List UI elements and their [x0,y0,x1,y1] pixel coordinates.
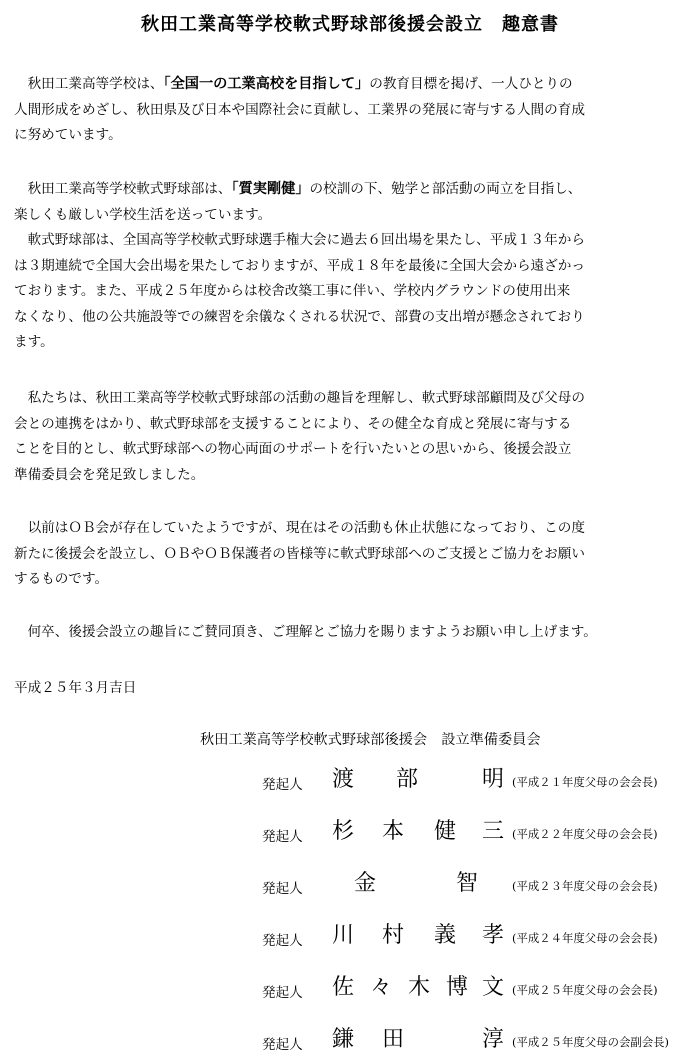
line: 私たちは、秋田工業高等学校軟式野球部の活動の趣旨を理解し、軟式野球部顧問及び父母の [14,390,585,406]
signatory-role: 発起人 [262,881,303,897]
signatory-name-char: 文 [482,975,505,1000]
signatory-name-char: 々 [370,975,393,1000]
line: 準備委員会を発足致しました。 [14,466,205,483]
document-title: 秋田工業高等学校軟式野球部後援会設立 趣意書 [141,14,559,35]
signatory-name-char: 杉 [332,819,355,844]
signatory-name-char: 村 [382,923,405,948]
signatory-role: 発起人 [262,933,303,949]
paragraph-ob-association [14,516,690,593]
school-motto-emphasis: 「質実剛健」 [231,181,310,197]
signatory-name-char: 部 [396,767,419,792]
signatory-name-char: 田 [382,1027,405,1052]
signatory-name-char: 博 [446,975,469,1000]
document-date: 平成２５年３月吉日 [14,680,137,696]
signatory-row [262,1024,692,1058]
signatory-role: 発起人 [262,829,303,845]
signatory-note: (平成２４年度父母の会会長) [512,931,658,945]
line: 何卒、後援会設立の趣旨にご賛同頂き、ご理解とご協力を賜りますようお願い申し上げます。 [14,624,597,640]
paragraph-mission [14,72,690,149]
signatory-name-char: 三 [482,819,505,844]
line: 秋田工業高等学校は、「全国一の工業高校を目指して」の教育目標を掲げ、一人ひとりの [14,76,573,92]
line: なくなり、他の公共施設等での練習を余儀なくされる状況で、部費の支出増が懸念されており [14,308,585,325]
signatory-name-char: 義 [434,923,457,948]
committee-name: 秋田工業高等学校軟式野球部後援会 設立準備委員会 [200,732,541,748]
signatory-note: (平成２５年度父母の会会長) [512,983,658,997]
line: 新たに後援会を設立し、ＯＢやＯＢ保護者の皆様等に軟式野球部へのご支援とご協力をお願い [14,545,585,562]
signatory-name-char: 孝 [482,923,505,948]
signatory-name-char: 健 [434,819,457,844]
signatory-note: (平成２２年度父母の会会長) [512,827,658,841]
line: するものです。 [14,571,109,587]
signatory-row [262,868,692,902]
line: ております。また、平成２５年度からは校舎改築工事に伴い、学校内グラウンドの使用出来 [14,283,571,299]
line: 会との連携をはかり、軟式野球部を支援することにより、その健全な育成と発展に寄与する [14,415,572,432]
line: 秋田工業高等学校軟式野球部は、「質実剛健」の校訓の下、勉学と部活動の両立を目指し、 [14,181,582,197]
paragraph-purpose [14,386,690,488]
signatory-note: (平成２５年度父母の会副会長) [512,1035,669,1049]
signatory-note: (平成２３年度父母の会会長) [512,879,658,893]
signatory-name-char: 渡 [332,767,355,792]
line: 人間形成をめざし、秋田県及び日本や国際社会に貢献し、工業界の発展に寄与する人間の育成 [14,101,585,118]
signatory-row [262,972,692,1006]
school-goal-emphasis: 「全国一の工業高校を目指して」 [163,76,370,92]
line: は３期連続で全国大会出場を果たしておりますが、平成１８年を最後に全国大会から遠ざかっ [14,257,585,274]
signatory-role: 発起人 [262,985,303,1001]
signatory-row [262,920,692,954]
signatory-name-char: 明 [482,767,505,792]
paragraph-club-history [14,177,690,356]
line: 軟式野球部は、全国高等学校軟式野球選手権大会に過去６回出場を果たし、平成１３年から [14,232,585,248]
line: に努めています。 [14,127,122,143]
signatory-name-char: 淳 [482,1027,505,1052]
signatory-role: 発起人 [262,1037,303,1053]
paragraph-request [14,620,690,646]
signatory-name-char: 智 [456,871,479,896]
signatory-note: (平成２１年度父母の会会長) [512,775,658,789]
signatory-name-char: 木 [408,975,431,1000]
signatory-row [262,764,692,798]
signatory-role: 発起人 [262,777,303,793]
line: ことを目的とし、軟式野球部への物心両面のサポートを行いたいとの思いから、後援会設立 [14,441,572,457]
signatory-name-char: 鎌 [332,1027,355,1052]
signatory-name-char: 佐 [332,975,355,1000]
signatory-row [262,816,692,850]
signatory-name-char: 本 [382,819,405,844]
signatory-name-char: 金 [354,871,377,896]
signatory-name-char: 川 [332,923,355,948]
line: 以前はＯＢ会が存在していたようですが、現在はその活動も休止状態になっており、この度 [14,520,585,536]
line: 楽しくも厳しい学校生活を送っています。 [14,206,272,223]
line: ます。 [14,334,54,350]
